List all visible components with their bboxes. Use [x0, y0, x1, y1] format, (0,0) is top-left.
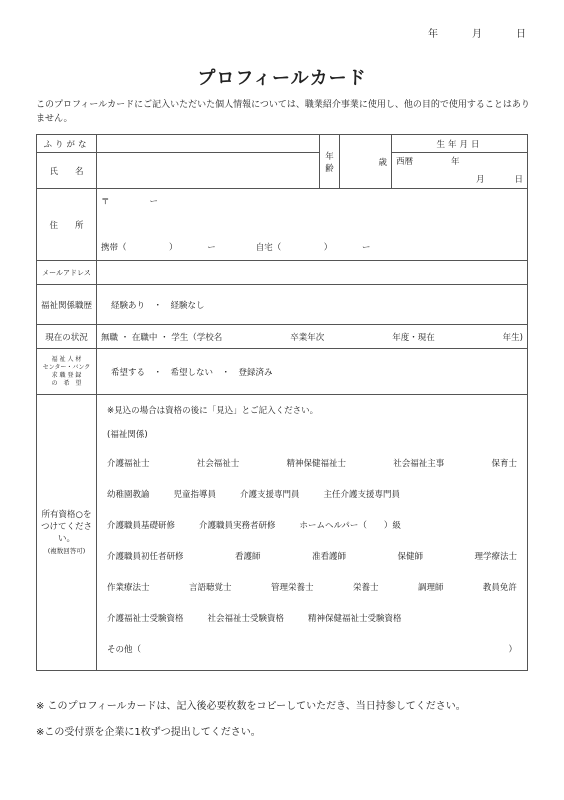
welfare-exp-label: 福祉関係職歴	[37, 285, 97, 325]
qualification-row-6: 介護福祉士受験資格 社会福祉士受験資格 精神保健福祉士受験資格	[107, 613, 402, 624]
qualification-group: (福祉関係)	[107, 430, 148, 440]
address-label: 住 所	[37, 189, 97, 261]
age-unit: 歳	[378, 157, 387, 168]
center-label: 福 祉 人 材 センター・バンク 求 職 登 録 の 希 望	[37, 349, 97, 395]
status-options: 無職 ・ 在職中 ・ 学生（学校名	[101, 332, 223, 343]
qualification-row-2: 幼稚園教諭 児童指導員 介護支援専門員 主任介護支援専門員	[107, 489, 401, 500]
status-year: 年度・現在	[392, 332, 435, 343]
year-label: 年	[428, 29, 438, 40]
furigana-field[interactable]	[97, 135, 320, 153]
qualification-row-1: 介護福祉士 社会福祉士 精神保健福祉士 社会福祉主事 保育士	[107, 458, 517, 469]
status-end: 年生)	[502, 332, 523, 343]
birth-era: 西暦	[396, 157, 414, 167]
qualification-row-4: 介護職員初任者研修 看護師 准看護師 保健師 理学療法士	[107, 551, 517, 562]
day-label: 日	[516, 29, 526, 40]
date-header	[428, 25, 526, 40]
name-label: 氏 名	[37, 153, 97, 189]
qualification-note: ※見込の場合は資格の後に「見込」とご記入ください。	[107, 406, 319, 416]
qualification-row-5: 作業療法士 言語聴覚士 管理栄養士 栄養士 調理師 教員免許	[107, 582, 517, 593]
qualification-sub: (複数回答可)	[47, 546, 86, 555]
furigana-label: ふりがな	[37, 135, 97, 153]
status-label: 現在の状況	[37, 325, 97, 349]
note-1: ※ このプロフィールカードは、記入後必要枚数をコピーしていただき、当日持参してください。	[36, 701, 466, 712]
age-field[interactable]	[340, 135, 392, 189]
email-label: メールアドレス	[37, 261, 97, 285]
age-label: 年齢	[320, 135, 340, 189]
qualification-row-3: 介護職員基礎研修 介護職員実務者研修 ホームヘルパー（ ）級	[107, 520, 401, 531]
month-label: 月	[472, 29, 482, 40]
postal-dash: ー	[149, 197, 159, 207]
status-field[interactable]	[97, 325, 528, 349]
birth-year: 年	[451, 157, 460, 167]
status-grad: 卒業年次	[290, 332, 325, 343]
intro-text: このプロフィールカードにご記入いただいた個人情報については、職業紹介事業に使用し、他の目的で使用することはありません。	[36, 100, 530, 124]
birth-month: 月	[475, 175, 485, 185]
email-field[interactable]	[97, 261, 528, 285]
birth-field[interactable]	[392, 153, 528, 189]
name-field[interactable]	[97, 153, 320, 189]
home-phone: 自宅（ ） ー	[255, 243, 371, 253]
address-field[interactable]	[97, 189, 528, 261]
birth-day: 日	[514, 175, 523, 185]
mobile-phone: 携帯（ ） ー	[101, 243, 216, 253]
qualification-label: 所有資格○をつけてください。 (複数回答可)	[37, 395, 97, 671]
postal-mark: 〒	[101, 197, 110, 207]
note-2: ※この受付票を企業に1枚ずつ提出してください。	[36, 727, 261, 738]
welfare-exp-options[interactable]: 経験あり ・ 経験なし	[97, 285, 528, 325]
profile-card-table	[36, 134, 528, 671]
qualification-list[interactable]	[97, 395, 528, 671]
qualification-other: その他（ ）	[107, 644, 517, 655]
center-options[interactable]: 希望する ・ 希望しない ・ 登録済み	[97, 349, 528, 395]
birth-label: 生年月日	[392, 135, 528, 153]
page-title: プロフィールカード	[197, 68, 367, 89]
